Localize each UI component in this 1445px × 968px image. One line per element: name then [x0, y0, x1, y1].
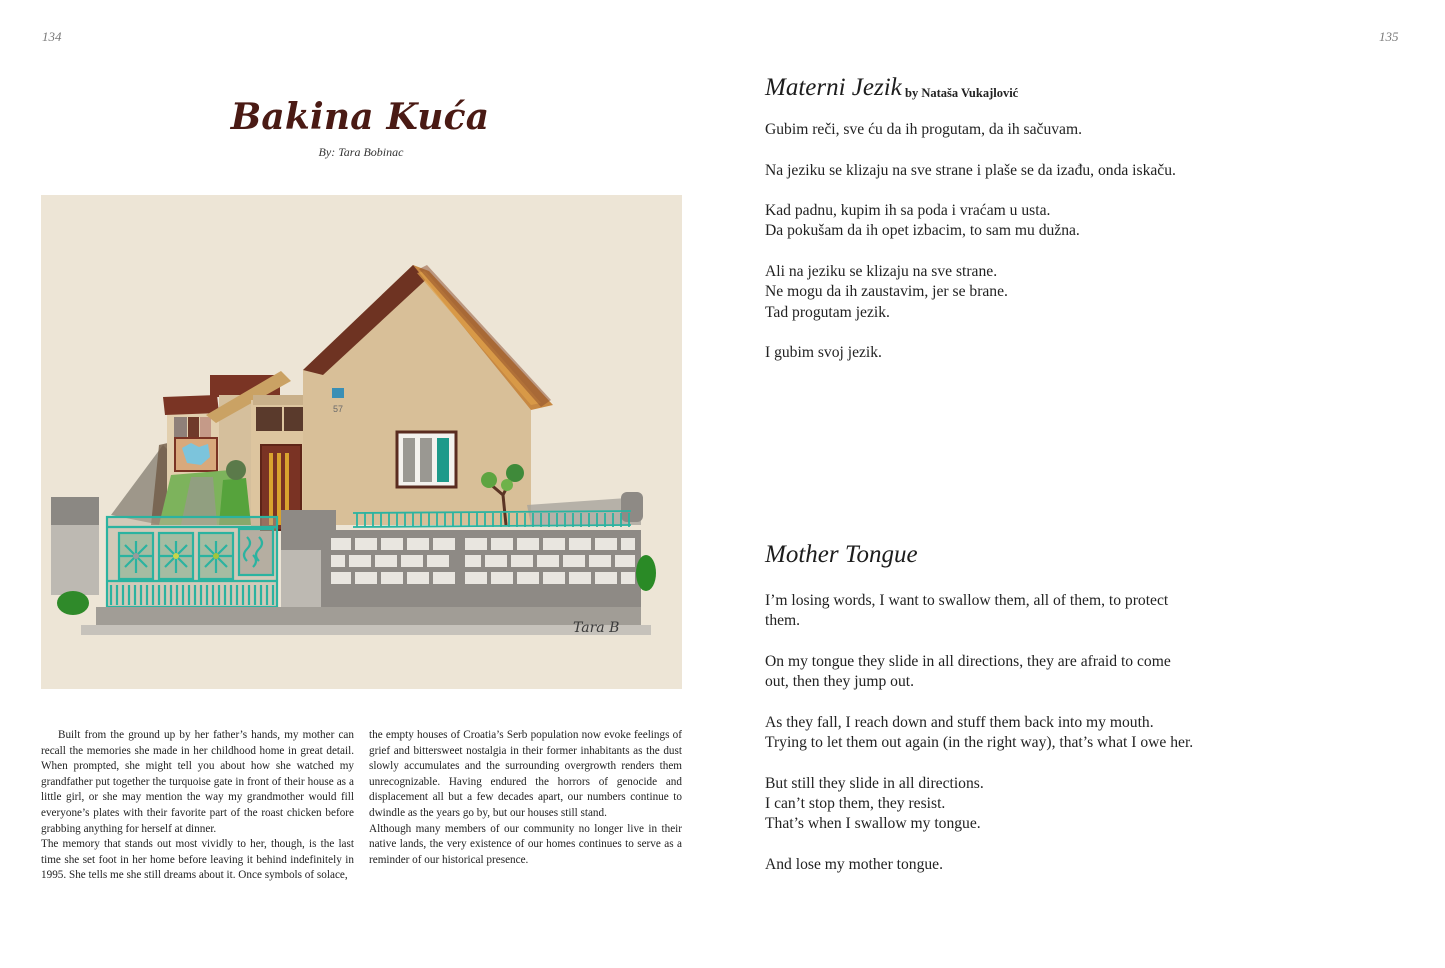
page-number-right: 135: [1379, 29, 1399, 44]
article-paragraph: Built from the ground up by her father’s hands, my mother can recall the memories she made in her childhood home in great detail. When prompted, she might tell you about how she watched my grandfather put together the turquoise gate in front of their house as a little girl, or she may mention the way my grandmother would fill everyone’s plates with their favorite part of the roast chicken before grabbing anything for herself at dinner.: [41, 729, 354, 835]
poem-line: I’m losing words, I want to swallow them, all of them, to protect them.: [765, 592, 1169, 630]
poem-title-translation: Mother Tongue: [765, 541, 918, 568]
poem-line: I gubim svoj jezik.: [765, 344, 882, 362]
poem-line: That’s when I swallow my tongue.: [765, 815, 981, 833]
poem-line: As they fall, I reach down and stuff them back into my mouth.: [765, 713, 1154, 731]
article-paragraph: The memory that stands out most vividly to her, though, is the last time she set foot in her home before leaving it behind indefinitely in 1995. She tells me she still dreams about it. Once symbols of solace,: [41, 838, 354, 882]
article-paragraph: the empty houses of Croatia’s Serb population now evoke feelings of grief and bittersweet nostalgia in their former inhabitants as the dust slowly accumulates and the surrounding overgrowth renders them unrecognizable. Having endured the horrors of genocide and displacement all but a few decades apart, our numbers continue to dwindle as the years go by, but our houses still stand.: [369, 729, 682, 819]
poem-stanza: [765, 262, 1195, 323]
poem-line: Trying to let them out again (in the right way), that’s what I owe her.: [765, 734, 1194, 752]
watercolor-house-illustration: [41, 195, 682, 689]
article-column-2: [369, 728, 682, 868]
article-title: Bakina Kuća: [230, 96, 490, 138]
artist-signature: Tara B: [573, 620, 620, 636]
poem-stanza: [765, 652, 1195, 693]
poem-stanza: [765, 855, 1195, 875]
poem-stanza: [765, 343, 1195, 363]
poem-line: On my tongue they slide in all directions, they are afraid to come out, then they jump out.: [765, 652, 1171, 691]
page-number-left: 134: [42, 29, 62, 44]
poem-line: Kad padnu, kupim ih sa poda i vraćam u usta.: [765, 202, 1051, 220]
poem-stanza: [765, 161, 1195, 181]
poem-author: by Nataša Vukajlović: [905, 86, 1019, 100]
poem-line: Ne mogu da ih zaustavim, jer se brane.: [765, 283, 1008, 301]
poem-line: Gubim reči, sve ću da ih progutam, da ih sačuvam.: [765, 121, 1082, 138]
article-column-1: [41, 728, 354, 884]
poem-line: And lose my mother tongue.: [765, 855, 944, 873]
poem-line: Ali na jeziku se klizaju na sve strane.: [765, 263, 998, 281]
article-byline: By: Tara Bobinac: [318, 145, 404, 159]
poem-line: But still they slide in all directions.: [765, 774, 984, 792]
house-number: 57: [333, 404, 344, 414]
poem-stanza: [765, 201, 1195, 242]
poem-title-original: Materni Jezik: [765, 74, 902, 101]
poem-line: Da pokušam da ih opet izbacim, to sam mu dužna.: [765, 222, 1080, 240]
turquoise-gate: [107, 517, 277, 607]
poem-line: I can’t stop them, they resist.: [765, 794, 946, 812]
poem-stanza: [765, 591, 1195, 632]
poem-stanza: [765, 120, 1195, 140]
poem-line: Na jeziku se klizaju na sve strane i plaše se da izađu, onda iskaču.: [765, 161, 1176, 179]
poem-stanza: [765, 774, 1195, 835]
article-paragraph: Although many members of our community no longer live in their native lands, the very existence of our homes continues to serve as a reminder of our historical presence.: [369, 822, 682, 866]
poem-original-body: [765, 120, 1195, 384]
house-painting: [41, 195, 682, 689]
poem-line: Tad progutam jezik.: [765, 303, 890, 321]
poem-stanza: [765, 713, 1195, 754]
poem-translation-body: [765, 591, 1195, 895]
